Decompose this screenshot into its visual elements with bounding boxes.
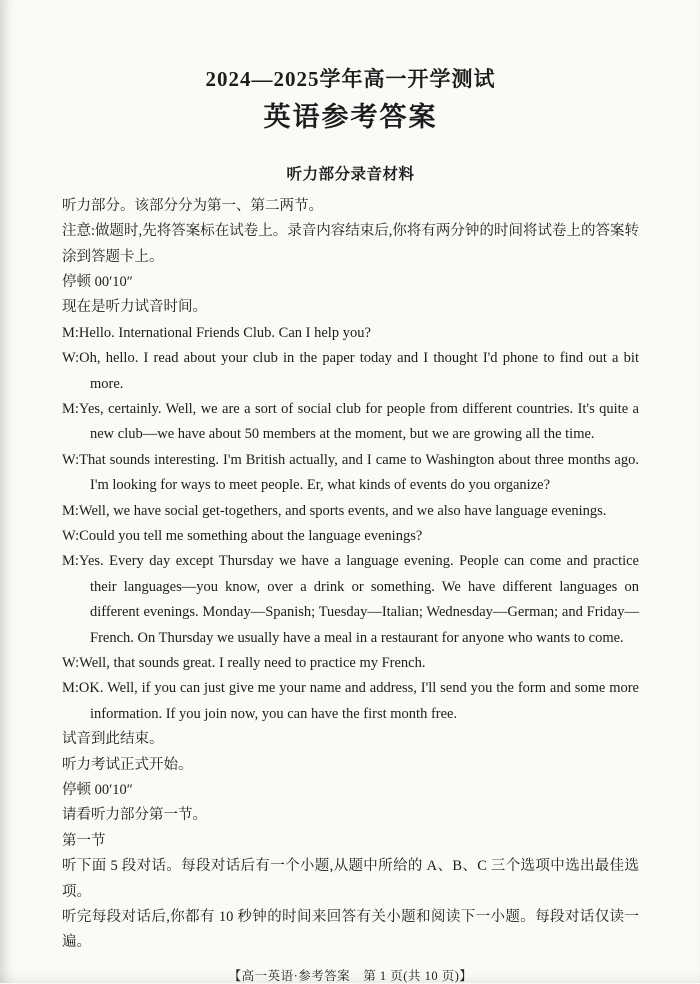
answer-title: 英语参考答案 bbox=[263, 102, 438, 133]
transcript-line: 请看听力部分第一节。 bbox=[62, 807, 207, 824]
dialogue-line: W:That sounds interesting. I'm British actually, and I came to Washington about three months ago. I'm looking for ways to meet people. Er, what kinds of events do you organize? bbox=[62, 451, 639, 494]
dialogue-line: W:Could you tell me something about the language evenings? bbox=[62, 527, 423, 544]
transcript-line: 注意:做题时,先将答案标在试卷上。录音内容结束后,你将有两分钟的时间将试卷上的答案转涂到答题卡上。 bbox=[62, 223, 639, 265]
transcript-line: 听完每段对话后,你都有 10 秒钟的时间来回答有关小题和阅读下一小题。每段对话仅读一遍。 bbox=[62, 909, 639, 951]
transcript-line: 现在是听力试音时间。 bbox=[62, 299, 207, 316]
dialogue-line: M:Yes, certainly. Well, we are a sort of social club for people from different countries. It's quite a new club—we have about 50 members at the moment, but we are growing all the time. bbox=[62, 400, 639, 443]
transcript-line: 听力考试正式开始。 bbox=[62, 756, 193, 773]
dialogue-line: M:OK. Well, if you can just give me your name and address, I'll send you the form and some more information. If you join now, you can have the first month free. bbox=[62, 680, 639, 722]
pause-line: 停顿 00′10″ bbox=[62, 273, 133, 290]
pause-line: 停顿 00′10″ bbox=[62, 782, 133, 799]
dialogue-line: W:Oh, hello. I read about your club in the paper today and I thought I'd phone to find out a bit more. bbox=[62, 350, 639, 392]
dialogue-line: M:Yes. Every day except Thursday we have a language evening. People can come and practice their languages—you know, over a drink or something. We have different languages on different evenings. Monday—Spanish; Tuesday—Italian; Wednesday—German; and Friday—French. On Thursday we usually have a meal in a restaurant for anyone who wants to come. bbox=[62, 553, 639, 646]
transcript-line: 听力部分。该部分分为第一、第二两节。 bbox=[62, 197, 323, 214]
dialogue-line: W:Well, that sounds great. I really need to practice my French. bbox=[62, 655, 426, 671]
transcript bbox=[62, 194, 639, 956]
section-label: 第一节 bbox=[62, 832, 106, 849]
section-header: 听力部分录音材料 bbox=[286, 165, 415, 183]
exam-title: 2024—2025学年高一开学测试 bbox=[205, 67, 496, 91]
dialogue-line: M:Hello. International Friends Club. Can I help you? bbox=[62, 324, 371, 341]
page-footer: 【高一英语·参考答案 第 1 页(共 10 页)】 bbox=[228, 968, 473, 983]
dialogue-line: M:Well, we have social get-togethers, and sports events, and we also have language evenings. bbox=[62, 502, 607, 519]
transcript-line: 试音到此结束。 bbox=[62, 731, 164, 748]
transcript-line: 听下面 5 段对话。每段对话后有一个小题,从题中所给的 A、B、C 三个选项中选出最佳选项。 bbox=[62, 858, 639, 900]
title-block bbox=[62, 66, 639, 134]
